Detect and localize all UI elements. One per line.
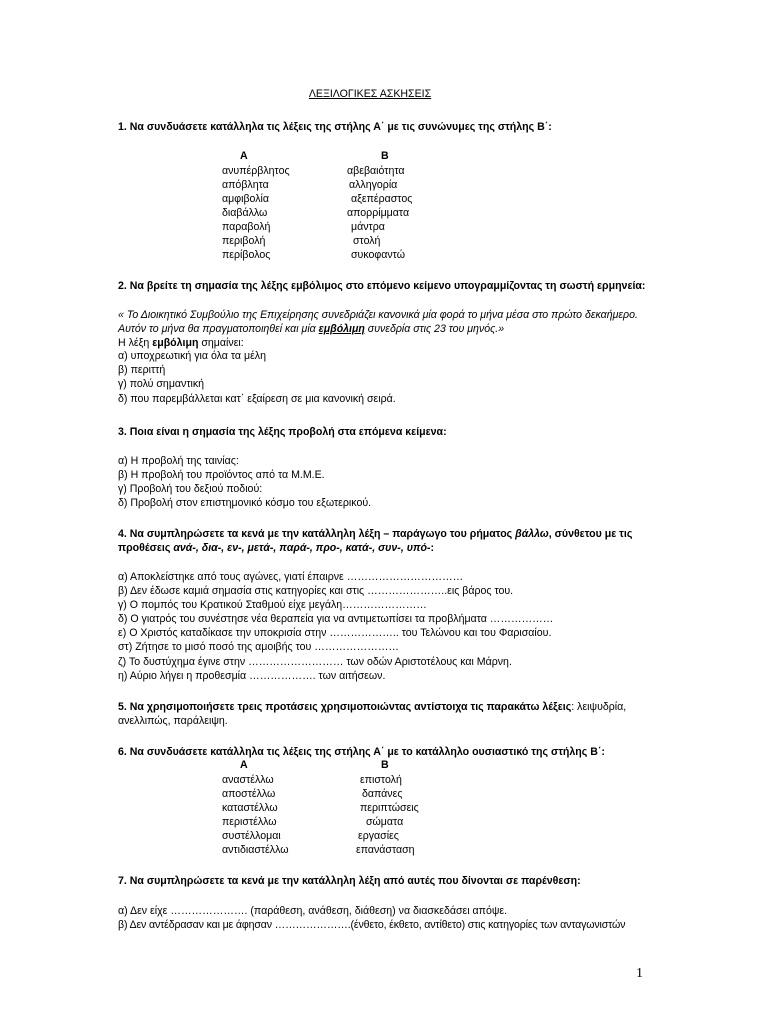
q3-item: β) Η προβολή του προϊόντος από τα Μ.Μ.Ε.: [118, 469, 325, 481]
q6-col-a-list: [222, 773, 289, 857]
means-text: σημαίνει:: [198, 337, 244, 349]
q4-item: γ) Ο πομπός του Κρατικού Σταθμού είχε μεγάλη……………………: [118, 599, 427, 611]
list-item: ανυπέρβλητος: [222, 165, 290, 177]
q4-item: ζ) Το δυστύχημα έγινε στην ……………………… των οδών Αριστοτέλους και Μάρνη.: [118, 656, 512, 668]
q1-col-b-label: Β: [381, 150, 389, 162]
list-item: περιβολή: [222, 235, 266, 247]
page-number: 1: [636, 966, 643, 981]
q2-option: γ) πολύ σημαντική: [118, 378, 205, 390]
q4-heading-line-2: [118, 541, 658, 555]
q3-item: α) Η προβολή της ταινίας:: [118, 455, 239, 467]
q2-heading: 2. Να βρείτε τη σημασία της λέξης εμβόλιμος στο επόμενο κείμενο υπογραμμίζοντας τη σωστή ερμηνεία:: [118, 280, 646, 292]
page-title: ΛΕΞΙΛΟΓΙΚΕΣ ΑΣΚΗΣΕΙΣ: [308, 88, 432, 100]
heading-text: 4. Να συμπληρώσετε τα κενά με την κατάλληλη λέξη – παράγωγο του ρήματος: [118, 528, 516, 540]
q2-option: α) υποχρεωτική για όλα τα μέλη: [118, 350, 266, 362]
q3-heading: 3. Ποια είναι η σημασία της λέξης προβολή στα επόμενα κείμενα:: [118, 426, 447, 438]
list-item: συστέλλομαι: [222, 830, 281, 842]
q1-col-a-list: [222, 164, 290, 262]
q5-heading-line-2: ανελλιπώς, παράλειψη.: [118, 715, 228, 727]
list-item: μάντρα: [351, 221, 385, 233]
q4-item: δ) Ο γιατρός του συνέστησε νέα θεραπεία για να αντιμετωπίσει τα προβλήματα ………………: [118, 613, 554, 625]
heading-text: , σύνθετου με τις: [548, 528, 633, 540]
list-item: περίβολος: [222, 249, 271, 261]
q4-item: α) Αποκλείστηκε από τους αγώνες, γιατί έπαιρνε ……………………………: [118, 571, 464, 583]
heading-words: : λειψυδρία,: [571, 701, 627, 713]
list-item: εργασίες: [358, 830, 399, 842]
heading-text: :: [430, 542, 435, 554]
q7-item: α) Δεν είχε …………………. (παράθεση, ανάθεση, διάθεση) να διασκεδάσει απόψε.: [118, 905, 508, 917]
q2-quote-line-1: « Το Διοικητικό Συμβούλιο της Επιχείρησης συνεδριάζει κανονικά μία φορά το μήνα μέσα στο πρώτο δεκαήμερο.: [118, 309, 638, 321]
q2-option: β) περιττή: [118, 364, 166, 376]
q1-col-a-label: Α: [240, 150, 248, 162]
q4-item: β) Δεν έδωσε καμιά σημασία στις κατηγορίες και στις …………………..εις βάρος του.: [118, 585, 514, 597]
list-item: αβεβαιότητα: [347, 165, 405, 177]
list-item: αλληγορία: [349, 179, 398, 191]
heading-text: 5. Να χρησιμοποιήσετε τρεις προτάσεις χρησιμοποιώντας αντίστοιχα τις παρακάτω λέξεις: [118, 701, 572, 713]
list-item: απόβλητα: [222, 179, 269, 191]
means-keyword: εμβόλιμη: [152, 337, 199, 349]
list-item: δαπάνες: [362, 788, 403, 800]
list-item: αποστέλλω: [222, 788, 276, 800]
q7-heading: 7. Να συμπληρώσετε τα κενά με την κατάλληλη λέξη από αυτές που δίνονται σε παρένθεση:: [118, 875, 581, 887]
list-item: επανάσταση: [356, 844, 415, 856]
q6-col-a-label: Α: [240, 759, 248, 771]
list-item: περιστέλλω: [222, 816, 277, 828]
q6-heading: 6. Να συνδυάσετε κατάλληλα τις λέξεις της στήλης Α΄ με το κατάλληλο ουσιαστικό της στήλης Β΄:: [118, 746, 605, 758]
q4-heading: [118, 527, 658, 541]
list-item: καταστέλλω: [222, 802, 278, 814]
heading-verb: βάλλω: [515, 528, 549, 540]
q4-item: στ) Ζήτησε το μισό ποσό της αμοιβής του ……………………: [118, 641, 400, 653]
list-item: αναστέλλω: [222, 774, 274, 786]
means-text: Η λέξη: [118, 337, 153, 349]
q2-option: δ) που παρεμβάλλεται κατ΄ εξαίρεση σε μια κανονική σειρά.: [118, 393, 396, 405]
q6-col-b-list: [356, 773, 419, 857]
q3-item: γ) Προβολή του δεξιού ποδιού:: [118, 483, 263, 495]
q3-item: δ) Προβολή στον επιστημονικό κόσμο του εξωτερικού.: [118, 497, 372, 509]
q6-col-b-label: Β: [381, 759, 389, 771]
q2-quote-line-2: [118, 322, 658, 336]
list-item: σώματα: [366, 816, 404, 828]
q4-item: ε) Ο Χριστός καταδίκασε την υποκρισία στην ……………….. του Τελώνου και του Φαρισαίου.: [118, 627, 552, 639]
quote-keyword: εμβόλιμη: [318, 323, 365, 335]
q1-col-b-list: [347, 164, 412, 262]
heading-text: προθέσεις: [118, 542, 174, 554]
list-item: περιπτώσεις: [360, 802, 419, 814]
quote-text: Αυτόν το μήνα θα πραγματοποιηθεί και μία: [118, 323, 319, 335]
list-item: διαβάλλω: [222, 207, 268, 219]
list-item: επιστολή: [360, 774, 402, 786]
q5-heading: [118, 700, 658, 714]
quote-text: συνεδρία στις 23 του μηνός.»: [364, 323, 505, 335]
q2-means-line: [118, 336, 658, 350]
q4-item: η) Αύριο λήγει η προθεσμία ………………. των αιτήσεων.: [118, 670, 386, 682]
q7-item: β) Δεν αντέδρασαν και με άφησαν ………………….(ένθετο, έκθετο, αντίθετο) στις κατηγορίες των ανταγωνιστών: [118, 919, 626, 931]
list-item: στολή: [353, 235, 381, 247]
list-item: απορρίμματα: [347, 207, 410, 219]
q1-heading: 1. Να συνδυάσετε κατάλληλα τις λέξεις της στήλης Α΄ με τις συνώνυμες της στήλης Β΄:: [118, 121, 552, 133]
list-item: αμφιβολία: [222, 193, 270, 205]
list-item: συκοφαντώ: [351, 249, 405, 261]
heading-prefix-list: ανά-, δια-, εν-, μετά-, παρά-, προ-, κατά-, συν-, υπό-: [173, 542, 431, 554]
list-item: αντιδιαστέλλω: [222, 844, 289, 856]
list-item: αξεπέραστος: [351, 193, 413, 205]
list-item: παραβολή: [222, 221, 271, 233]
